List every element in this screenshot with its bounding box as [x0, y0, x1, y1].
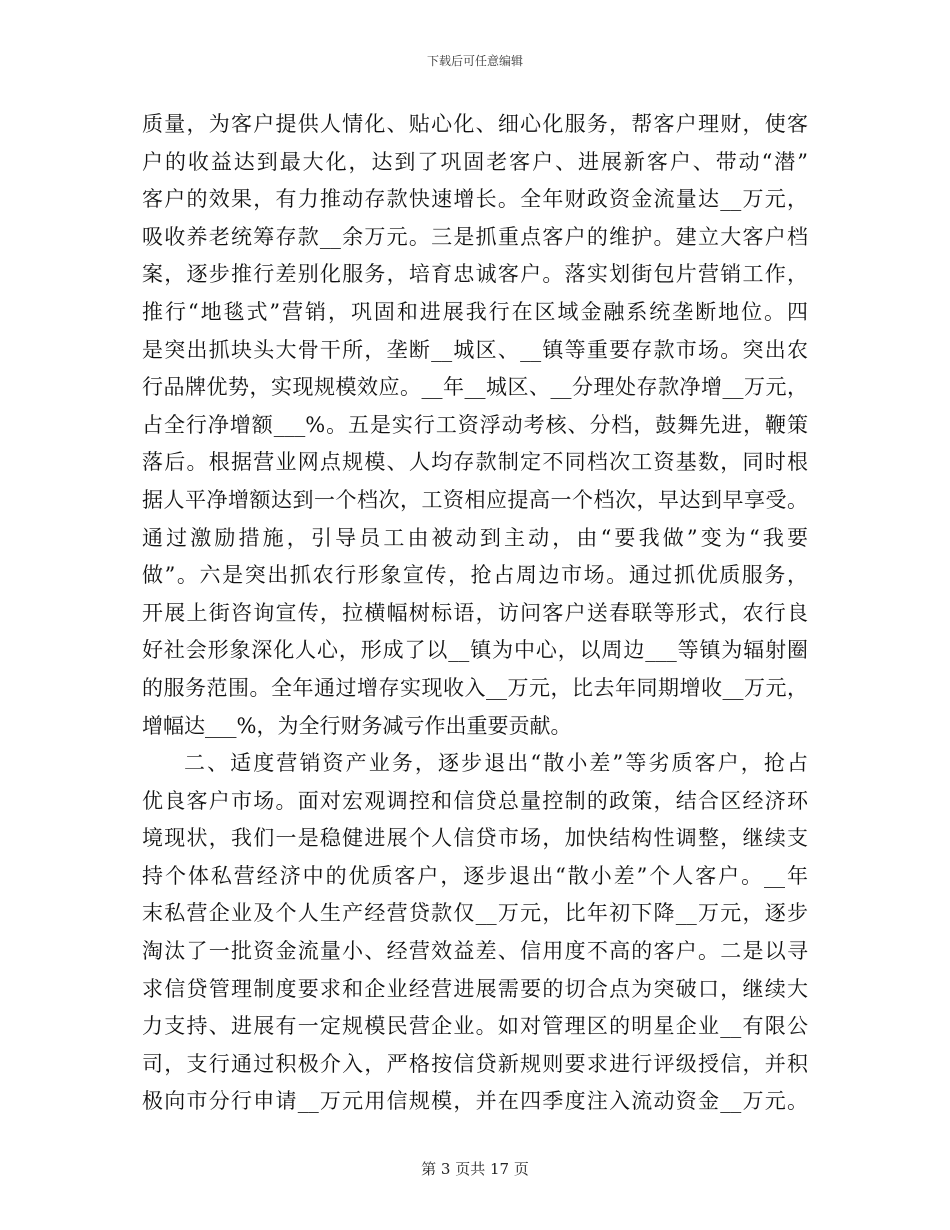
- text-line-18: 二、适度营销资产业务，逐步退出“散小差”等劣质客户，抢占: [184, 751, 808, 776]
- page-header: 下载后可任意编辑: [426, 54, 523, 68]
- text-line-14: 开展上街咨询宣传，拉横幅树标语，访问客户送春联等形式，农行良: [142, 600, 808, 625]
- text-line-8: 行品牌优势，实现规模效应。__年__城区、__分理处存款净增__万元，: [142, 375, 808, 400]
- text-line-17: 增幅达___%，为全行财务减亏作出重要贡献。: [142, 713, 572, 738]
- text-line-22: 末私营企业及个人生产经营贷款仅__万元，比年初下降__万元，逐步: [142, 901, 808, 926]
- text-line-5: 案，逐步推行差别化服务，培育忠诚客户。落实划街包片营销工作，: [142, 262, 808, 287]
- text-line-10: 落后。根据营业网点规模、人均存款制定不同档次工资基数，同时根: [142, 450, 808, 475]
- text-line-21: 持个体私营经济中的优质客户，逐步退出“散小差”个人客户。__年: [142, 863, 808, 888]
- text-line-20: 境现状，我们一是稳健进展个人信贷市场，加快结构性调整，继续支: [142, 826, 808, 851]
- text-line-6: 推行“地毯式”营销，巩固和进展我行在区域金融系统垄断地位。四: [142, 299, 808, 324]
- text-line-24: 求信贷管理制度要求和企业经营进展需要的切合点为突破口，继续大: [142, 976, 808, 1001]
- text-line-3: 客户的效果，有力推动存款快速增长。全年财政资金流量达__万元，: [142, 187, 808, 212]
- text-line-26: 司，支行通过积极介入，严格按信贷新规则要求进行评级授信，并积: [142, 1051, 808, 1076]
- text-line-25: 力支持、进展有一定规模民营企业。如对管理区的明星企业__有限公: [142, 1014, 808, 1039]
- text-line-12: 通过激励措施，引导员工由被动到主动，由“要我做”变为“我要: [142, 525, 808, 550]
- document-body: [142, 106, 808, 1121]
- text-line-11: 据人平净增额达到一个档次，工资相应提高一个档次，早达到早享受。: [142, 487, 808, 512]
- text-line-13: 做”。六是突出抓农行形象宣传，抢占周边市场。通过抓优质服务，: [142, 563, 808, 588]
- text-line-1: 质量，为客户提供人情化、贴心化、细心化服务，帮客户理财，使客: [142, 112, 808, 136]
- text-line-2: 户的收益达到最大化，达到了巩固老客户、进展新客户、带动“潜”: [142, 149, 808, 174]
- text-line-23: 淘汰了一批资金流量小、经营效益差、信用度不高的客户。二是以寻: [142, 939, 808, 964]
- text-line-9: 占全行净增额___%。五是实行工资浮动考核、分档，鼓舞先进，鞭策: [142, 412, 808, 437]
- text-line-15: 好社会形象深化人心，形成了以__镇为中心，以周边___等镇为辐射圈: [142, 638, 808, 663]
- text-line-4: 吸收养老统筹存款__余万元。三是抓重点客户的维护。建立大客户档: [142, 224, 808, 249]
- text-line-19: 优良客户市场。面对宏观调控和信贷总量控制的政策，结合区经济环: [142, 788, 808, 813]
- text-line-27: 极向市分行申请__万元用信规模，并在四季度注入流动资金__万元。: [142, 1089, 808, 1114]
- page-footer: 第 3 页共 17 页: [421, 1160, 529, 1178]
- text-line-16: 的服务范围。全年通过增存实现收入__万元，比去年同期增收__万元，: [142, 675, 808, 700]
- text-line-7: 是突出抓块头大骨干所，垄断__城区、__镇等重要存款市场。突出农: [142, 337, 808, 362]
